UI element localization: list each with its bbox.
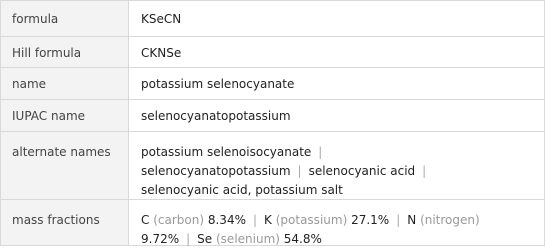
- hill-formula-label: Hill formula: [1, 37, 129, 68]
- name-label: name: [1, 68, 129, 100]
- formula-label: formula: [1, 1, 129, 36]
- mass-fractions-value: [129, 200, 544, 245]
- mass-fractions-label: mass fractions: [1, 200, 129, 245]
- separator: |: [396, 213, 401, 227]
- element-fraction: 8.34%: [207, 213, 246, 227]
- alternate-names-label: alternate names: [1, 132, 129, 200]
- element-name: (nitrogen): [420, 213, 480, 227]
- alternate-name: potassium selenoisocyanate: [141, 145, 312, 159]
- row-formula: [1, 1, 544, 36]
- row-name: [1, 67, 544, 100]
- alternate-name: selenocyanatopotassium: [141, 164, 291, 178]
- element-name: (selenium): [216, 232, 280, 246]
- name-value: potassium selenocyanate: [141, 77, 295, 91]
- element-symbol: Se: [197, 232, 213, 246]
- alternate-name: selenocyanic acid, potassium salt: [141, 183, 343, 197]
- iupac-name-label: IUPAC name: [1, 100, 129, 132]
- hill-formula-value: CKNSe: [141, 45, 182, 60]
- alternate-name: selenocyanic acid: [308, 164, 416, 178]
- iupac-name-value: selenocyanatopotassium: [141, 109, 291, 123]
- element-symbol: C: [141, 213, 150, 227]
- formula-value: KSeCN: [141, 11, 182, 26]
- element-symbol: N: [407, 213, 417, 227]
- element-fraction: 9.72%: [141, 232, 180, 246]
- row-alternate-names: [1, 131, 544, 200]
- row-mass-fractions: [1, 199, 544, 245]
- alternate-names-value: [129, 132, 544, 200]
- separator: |: [186, 232, 191, 246]
- row-hill-formula: [1, 36, 544, 68]
- separator: |: [252, 213, 258, 227]
- element-name: (carbon): [153, 213, 205, 227]
- separator: |: [297, 164, 302, 178]
- separator: |: [318, 145, 323, 159]
- separator: |: [422, 164, 427, 178]
- element-symbol: K: [264, 213, 272, 227]
- element-name: (potassium): [275, 213, 348, 227]
- element-fraction: 54.8%: [283, 232, 322, 246]
- row-iupac-name: [1, 99, 544, 132]
- element-fraction: 27.1%: [351, 213, 390, 227]
